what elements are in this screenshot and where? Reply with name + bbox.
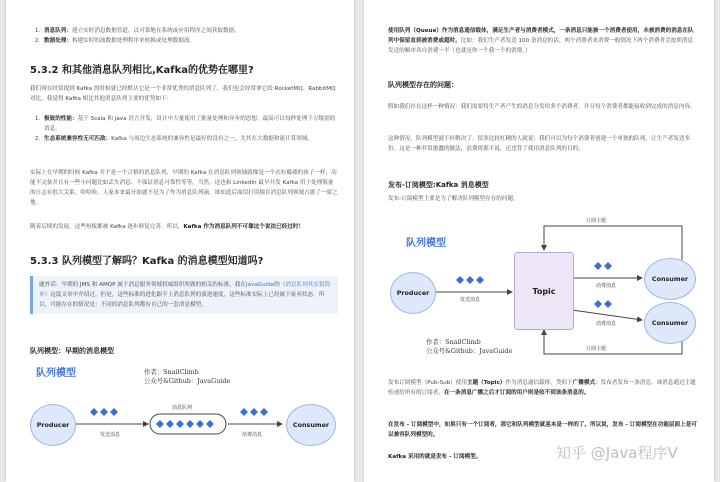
- diagram-author: 作者：SnailClimb 公众号&Github：JavaGuide: [144, 368, 231, 385]
- advantages-list: [30, 114, 338, 144]
- pubsub-diagram-title: 队列模型: [406, 238, 446, 249]
- consumer-node-2: Consumer: [644, 302, 696, 344]
- zhihu-watermark: 知乎 @Java程序V: [556, 444, 678, 462]
- paragraph: 使用队列（Queue）作为消息通信载体，满足生产者与消费者模式，一条消息只能被一个消费者使用，未被消费的消息在队列中保留直到被消费或超时。比如：我们生产者发送 100 条消息的话，两个消费者来消费一般情况下两个消费者会按照消息发送的顺序各自消费一半（也就是你一个我一个的消费。）: [388, 28, 694, 54]
- paragraph: 这种情况，队列模型就不好解决了。很多比较杠精的人就说：我们可以为每个消费者创建一个单独的队列，让生产者发送多份。这是一种非常愚蠢的做法，浪费资源不说，还违背了使用消息队列的目的。: [388, 136, 691, 152]
- javaguide-link[interactable]: JavaGuide: [245, 282, 275, 288]
- consumer-node: Consumer: [286, 404, 336, 446]
- consume-label-2: 消费消息: [596, 321, 617, 327]
- consume-label: 消费消息: [242, 432, 263, 438]
- subscribe-label-1: 订阅主题: [586, 218, 607, 224]
- section-heading-532: 5.3.2 和其他消息队列相比,Kafka的优势在哪里?: [30, 65, 254, 76]
- section-heading-533: 5.3.3 队列模型了解吗？Kafka 的消息模型知道吗?: [30, 256, 264, 267]
- consume-label-1: 消费消息: [596, 283, 617, 289]
- aside-quote: 题外话：早期的 JMS 和 AMQP 属于消息服务领域权威组织所做的相关的标准，我在JavaGuide的《消息队列其实很简单》这篇文章中介绍过。但是，这些标准的进化跟不上消息队列的演进速度，这些标准实际上已经属于废弃状态。所以，可能存在的情况是：不同的消息队列都有自己的一套消息模型。: [30, 276, 338, 314]
- queue-problem-heading: 队列模型存在的问题：: [388, 81, 458, 89]
- list-item: 1. 消息队列：建立实时消息数据管道，以可靠地在系统或应用程序之间获取数据。: [42, 26, 338, 36]
- paragraph: 发布订阅模型（Pub-Sub）使用主题（Topic）作为消息通信载体，类似于广播模式；发布者发布一条消息，该消息通过主题传递给所有的订阅者，在一条消息广播之后才订阅的用户则是收不到该条消息的。: [388, 380, 696, 396]
- left-intro-list-block: [30, 26, 338, 46]
- paragraph: 发布-订阅模型主要是为了解决队列模型存在的问题。: [388, 196, 519, 202]
- paragraph: 在发布 - 订阅模型中，如果只有一个订阅者，那它和队列模型就基本是一样的了。所以说，发布 - 订阅模型在功能层面上是可以兼容队列模型的。: [388, 422, 697, 438]
- pubsub-heading: 发布-订阅模型:Kafka 消息模型: [388, 181, 489, 189]
- subscribe-label-2: 订阅主题: [586, 346, 607, 352]
- topic-node: Topic: [514, 252, 574, 330]
- message-icons-consumer2: [594, 300, 612, 308]
- queue-label: 消息队列: [172, 405, 193, 411]
- message-icons-right: [240, 408, 268, 416]
- queue-model-diagram: [30, 362, 340, 478]
- paragraph: Kafka 采用的就是发布 - 订阅模型。: [388, 454, 482, 460]
- message-icons-left: [90, 408, 118, 416]
- right-page: [364, 0, 714, 482]
- paragraph: 随着后续的发展，这些短板都被 Kafka 逐步修复完善。所以，Kafka 作为消息队列不可靠这个说法已经过时！: [30, 224, 305, 230]
- consumer-node-1: Consumer: [644, 258, 696, 300]
- paragraph: 实际上在早期的时候 Kafka 并不是一个合格的消息队列，早期的 Kafka 在消息队列领域就像是一个衣衫褴褛的孩子一样，功能不完备并且有一些小问题比如丢失消息、不保证消息可靠性等等。当然，这也和 LinkedIn 最早开发 Kafka 用于处理海量的日志有很大关系，哈哈哈，人家本来最开始就不是为了作为消息队列滴，谁知道后面误打误撞在消息队列领域占据了一席之地。: [30, 170, 338, 206]
- send-label: 发送消息: [460, 297, 481, 303]
- producer-node: Producer: [390, 272, 436, 314]
- top-feature-list: [30, 26, 338, 46]
- paragraph: 假如我们存在这样一种情况：我们需要将生产者产生的消息分发给多个消费者，并且每个消费者都能接收到完成的消息内容。: [388, 104, 696, 110]
- queue-model-heading: 队列模型：早期的消息模型: [30, 347, 114, 355]
- left-page: [6, 0, 354, 482]
- diagram-title: 队列模型: [36, 368, 76, 379]
- paragraph: 我们现在经常提到 Kafka 的时候就已经默认它是一个非常优秀的消息队列了，我们也会经常拿它给 RocketMQ、RabbitMQ 对比。我觉得 Kafka 相比其他消息队列主要的优势如下：: [30, 86, 336, 102]
- list-item: 1. 极致的性能：基于 Scala 和 Java 语言开发，设计中大量使用了批量处理和异步的思想，最高可以每秒处理千万级别的消息。: [42, 114, 338, 134]
- pubsub-diagram: [386, 212, 706, 362]
- article-link[interactable]: 《消息队列其实很简单》: [39, 282, 331, 298]
- consume-arrow-2: [572, 310, 642, 320]
- send-label: 发送消息: [100, 432, 121, 438]
- diagram-author: 作者：SnailClimb 公众号&Github：JavaGuide: [426, 338, 513, 355]
- message-icons-send: [456, 276, 484, 284]
- list-item: 2. 数据处理：构建实时的流数据处理程序来转换或处理数据流。: [42, 36, 338, 46]
- list-item: 2. 生态系统兼容性无可匹敌：Kafka 与周边生态系统的兼容性是最好的没有之一，尤其在大数据和流计算领域。: [42, 134, 338, 144]
- producer-node: Producer: [30, 404, 76, 446]
- message-icons-consumer1: [594, 262, 612, 270]
